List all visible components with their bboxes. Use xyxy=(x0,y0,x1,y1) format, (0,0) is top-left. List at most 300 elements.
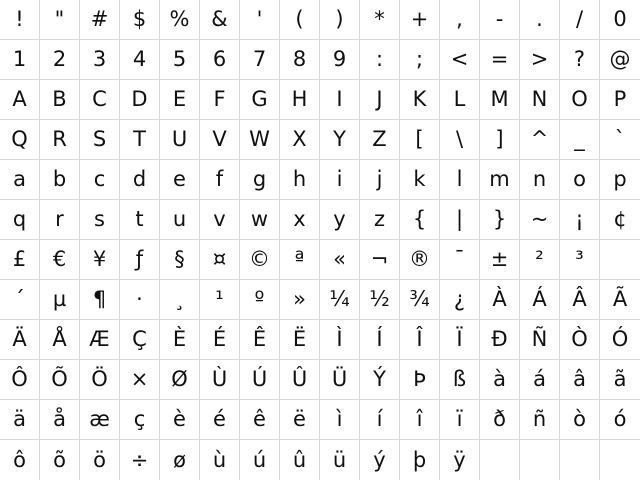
glyph-character: ¬ xyxy=(370,247,389,271)
glyph-cell[interactable] xyxy=(240,360,280,400)
glyph-character: ñ xyxy=(532,407,547,431)
glyph-cell[interactable] xyxy=(440,400,480,440)
glyph-character: Ø xyxy=(171,367,188,391)
glyph-character: ø xyxy=(173,447,186,472)
glyph-cell[interactable] xyxy=(520,280,560,320)
glyph-cell[interactable] xyxy=(120,240,160,280)
glyph-character: o xyxy=(573,167,586,191)
glyph-cell[interactable] xyxy=(160,240,200,280)
glyph-cell[interactable] xyxy=(520,80,560,120)
glyph-character: ª xyxy=(294,247,305,271)
glyph-cell[interactable] xyxy=(280,0,320,40)
glyph-cell[interactable] xyxy=(520,240,560,280)
glyph-cell[interactable] xyxy=(40,360,80,400)
glyph-character: ê xyxy=(253,407,266,431)
glyph-cell[interactable] xyxy=(280,280,320,320)
glyph-character: § xyxy=(174,247,185,271)
glyph-cell[interactable] xyxy=(80,360,120,400)
glyph-character: 7 xyxy=(252,47,267,71)
glyph-cell[interactable] xyxy=(120,200,160,240)
glyph-cell[interactable] xyxy=(160,80,200,120)
glyph-cell[interactable] xyxy=(200,160,240,200)
glyph-cell[interactable] xyxy=(240,80,280,120)
glyph-cell[interactable] xyxy=(0,320,40,360)
glyph-cell[interactable] xyxy=(80,80,120,120)
glyph-cell[interactable] xyxy=(600,400,640,440)
glyph-cell[interactable] xyxy=(600,120,640,160)
glyph-cell[interactable] xyxy=(400,360,440,400)
glyph-cell[interactable] xyxy=(560,80,600,120)
glyph-character: ð xyxy=(493,407,506,431)
glyph-character: î xyxy=(416,407,423,431)
glyph-cell[interactable] xyxy=(80,200,120,240)
glyph-cell[interactable] xyxy=(360,320,400,360)
glyph-character: Ù xyxy=(211,367,228,391)
glyph-cell[interactable] xyxy=(440,320,480,360)
glyph-cell[interactable] xyxy=(560,400,600,440)
glyph-cell[interactable] xyxy=(400,400,440,440)
glyph-cell[interactable] xyxy=(480,320,520,360)
glyph-character: ü xyxy=(332,447,347,472)
glyph-character: < xyxy=(450,47,469,71)
glyph-character: ¼ xyxy=(329,287,350,311)
glyph-cell[interactable] xyxy=(520,400,560,440)
glyph-cell[interactable] xyxy=(240,120,280,160)
glyph-character: À xyxy=(492,287,507,311)
glyph-cell[interactable] xyxy=(400,280,440,320)
glyph-cell[interactable] xyxy=(240,280,280,320)
glyph-cell[interactable] xyxy=(280,200,320,240)
glyph-cell[interactable] xyxy=(320,80,360,120)
glyph-cell[interactable] xyxy=(160,320,200,360)
glyph-cell[interactable] xyxy=(600,0,640,40)
glyph-character: t xyxy=(135,207,144,231)
glyph-character: Å xyxy=(52,327,67,351)
glyph-character: a xyxy=(13,167,26,191)
glyph-cell[interactable] xyxy=(280,120,320,160)
glyph-cell[interactable] xyxy=(480,0,520,40)
glyph-character: £ xyxy=(12,247,27,271)
glyph-character: E xyxy=(172,87,187,111)
glyph-cell[interactable] xyxy=(400,40,440,80)
glyph-cell[interactable] xyxy=(200,80,240,120)
glyph-cell[interactable] xyxy=(400,440,440,480)
glyph-character: Ï xyxy=(456,327,463,351)
glyph-character: s xyxy=(94,207,105,231)
glyph-cell[interactable] xyxy=(360,0,400,40)
glyph-cell[interactable] xyxy=(600,280,640,320)
glyph-character: ² xyxy=(535,247,544,271)
glyph-character: 4 xyxy=(132,47,147,71)
glyph-cell[interactable] xyxy=(0,280,40,320)
glyph-cell[interactable] xyxy=(280,440,320,480)
glyph-cell[interactable] xyxy=(360,360,400,400)
glyph-character: ! xyxy=(15,7,24,31)
glyph-character: | xyxy=(455,207,464,231)
glyph-cell[interactable] xyxy=(560,360,600,400)
glyph-cell[interactable] xyxy=(400,320,440,360)
glyph-cell[interactable] xyxy=(40,240,80,280)
glyph-character: ) xyxy=(335,7,344,31)
glyph-character: W xyxy=(249,127,270,151)
glyph-cell[interactable] xyxy=(320,440,360,480)
glyph-cell[interactable] xyxy=(320,0,360,40)
glyph-character: Ó xyxy=(611,327,629,351)
glyph-cell[interactable] xyxy=(40,80,80,120)
glyph-character: { xyxy=(412,207,427,231)
glyph-cell[interactable] xyxy=(400,120,440,160)
glyph-character: ~ xyxy=(530,207,549,231)
glyph-character: M xyxy=(490,87,509,111)
glyph-cell[interactable] xyxy=(120,120,160,160)
glyph-character: 8 xyxy=(292,47,307,71)
glyph-cell[interactable] xyxy=(200,320,240,360)
glyph-character: = xyxy=(490,47,509,71)
glyph-character: p xyxy=(613,167,627,191)
glyph-cell[interactable] xyxy=(560,320,600,360)
glyph-cell[interactable] xyxy=(400,80,440,120)
glyph-cell[interactable] xyxy=(560,160,600,200)
glyph-cell[interactable] xyxy=(240,200,280,240)
glyph-character: d xyxy=(132,167,147,191)
glyph-cell[interactable] xyxy=(480,280,520,320)
glyph-cell[interactable] xyxy=(360,240,400,280)
glyph-cell[interactable] xyxy=(520,320,560,360)
glyph-character: j xyxy=(376,167,383,191)
glyph-cell[interactable] xyxy=(40,0,80,40)
glyph-cell[interactable] xyxy=(160,40,200,80)
glyph-character: ó xyxy=(613,407,627,431)
glyph-cell[interactable] xyxy=(40,440,80,480)
glyph-cell[interactable] xyxy=(480,200,520,240)
glyph-cell[interactable] xyxy=(200,120,240,160)
glyph-cell[interactable] xyxy=(360,40,400,80)
glyph-character: á xyxy=(533,367,546,391)
glyph-cell[interactable] xyxy=(600,360,640,400)
glyph-cell[interactable] xyxy=(560,280,600,320)
glyph-cell[interactable] xyxy=(560,0,600,40)
glyph-cell[interactable] xyxy=(400,240,440,280)
glyph-cell[interactable] xyxy=(560,440,600,480)
glyph-cell[interactable] xyxy=(440,280,480,320)
glyph-character: / xyxy=(575,7,584,31)
glyph-cell[interactable] xyxy=(320,320,360,360)
glyph-cell[interactable] xyxy=(0,40,40,80)
glyph-cell[interactable] xyxy=(200,240,240,280)
glyph-cell[interactable] xyxy=(200,400,240,440)
glyph-character: ' xyxy=(256,7,263,31)
glyph-cell[interactable] xyxy=(0,440,40,480)
glyph-cell[interactable] xyxy=(80,40,120,80)
glyph-cell[interactable] xyxy=(280,80,320,120)
glyph-cell[interactable] xyxy=(480,80,520,120)
glyph-character: + xyxy=(410,7,429,31)
glyph-cell[interactable] xyxy=(120,360,160,400)
glyph-cell[interactable] xyxy=(240,40,280,80)
glyph-character: Y xyxy=(333,127,346,151)
glyph-character: , xyxy=(456,7,463,31)
glyph-cell[interactable] xyxy=(80,0,120,40)
glyph-character: K xyxy=(412,87,427,111)
glyph-cell[interactable] xyxy=(600,240,640,280)
glyph-character: k xyxy=(413,167,426,191)
glyph-character: m xyxy=(489,167,510,191)
glyph-character: w xyxy=(250,207,269,231)
glyph-character: ^ xyxy=(530,127,549,151)
glyph-character: ¸ xyxy=(174,287,185,311)
glyph-cell[interactable] xyxy=(440,40,480,80)
glyph-cell[interactable] xyxy=(120,440,160,480)
glyph-cell[interactable] xyxy=(240,440,280,480)
glyph-cell[interactable] xyxy=(400,200,440,240)
glyph-character: 1 xyxy=(12,47,27,71)
glyph-cell[interactable] xyxy=(480,240,520,280)
glyph-cell[interactable] xyxy=(200,360,240,400)
glyph-cell[interactable] xyxy=(80,400,120,440)
glyph-character: ¹ xyxy=(215,287,224,311)
glyph-cell[interactable] xyxy=(40,320,80,360)
glyph-character: ò xyxy=(573,407,586,431)
glyph-cell[interactable] xyxy=(600,40,640,80)
glyph-cell[interactable] xyxy=(520,200,560,240)
glyph-character: # xyxy=(90,7,109,31)
glyph-cell[interactable] xyxy=(0,200,40,240)
glyph-cell[interactable] xyxy=(560,200,600,240)
glyph-cell[interactable] xyxy=(520,40,560,80)
glyph-character: T xyxy=(133,127,146,151)
glyph-cell[interactable] xyxy=(40,120,80,160)
glyph-cell[interactable] xyxy=(480,160,520,200)
glyph-cell[interactable] xyxy=(600,320,640,360)
glyph-cell[interactable] xyxy=(40,400,80,440)
glyph-character: â xyxy=(573,367,586,391)
glyph-cell[interactable] xyxy=(80,320,120,360)
glyph-cell[interactable] xyxy=(120,0,160,40)
glyph-character: € xyxy=(52,247,67,271)
glyph-character: O xyxy=(571,87,588,111)
glyph-cell[interactable] xyxy=(440,120,480,160)
glyph-character: Ã xyxy=(612,287,628,311)
glyph-cell[interactable] xyxy=(240,400,280,440)
glyph-cell[interactable] xyxy=(120,400,160,440)
glyph-character: 5 xyxy=(172,47,187,71)
glyph-character: L xyxy=(453,87,466,111)
glyph-character: % xyxy=(169,7,190,31)
glyph-cell[interactable] xyxy=(320,240,360,280)
glyph-character: R xyxy=(52,127,67,151)
glyph-character: U xyxy=(171,127,188,151)
glyph-cell[interactable] xyxy=(360,120,400,160)
glyph-cell[interactable] xyxy=(80,120,120,160)
glyph-character: C xyxy=(92,87,107,111)
glyph-character: « xyxy=(333,247,346,271)
glyph-cell[interactable] xyxy=(520,0,560,40)
glyph-cell[interactable] xyxy=(600,80,640,120)
glyph-cell[interactable] xyxy=(120,40,160,80)
glyph-character: b xyxy=(52,167,67,191)
glyph-cell[interactable] xyxy=(120,320,160,360)
glyph-character: í xyxy=(376,407,383,431)
glyph-cell[interactable] xyxy=(120,280,160,320)
glyph-character: Ê xyxy=(252,327,267,351)
glyph-cell[interactable] xyxy=(320,280,360,320)
glyph-cell[interactable] xyxy=(120,160,160,200)
glyph-cell[interactable] xyxy=(480,440,520,480)
glyph-character: ´ xyxy=(14,287,25,311)
glyph-character: Þ xyxy=(413,367,426,391)
glyph-character: q xyxy=(12,207,27,231)
glyph-character: ¿ xyxy=(453,287,466,311)
glyph-cell[interactable] xyxy=(200,0,240,40)
glyph-character: f xyxy=(215,167,224,191)
glyph-cell[interactable] xyxy=(520,160,560,200)
glyph-cell[interactable] xyxy=(280,400,320,440)
glyph-cell[interactable] xyxy=(200,280,240,320)
glyph-character: ÷ xyxy=(130,447,149,472)
glyph-cell[interactable] xyxy=(280,40,320,80)
glyph-character: ® xyxy=(409,247,430,271)
glyph-character: ß xyxy=(452,367,467,391)
glyph-character: ƒ xyxy=(135,247,144,271)
glyph-cell[interactable] xyxy=(480,40,520,80)
glyph-cell[interactable] xyxy=(160,120,200,160)
glyph-cell[interactable] xyxy=(0,120,40,160)
glyph-cell[interactable] xyxy=(80,280,120,320)
glyph-cell[interactable] xyxy=(560,120,600,160)
glyph-cell[interactable] xyxy=(200,200,240,240)
glyph-cell[interactable] xyxy=(160,440,200,480)
glyph-character: Z xyxy=(372,127,387,151)
glyph-character: µ xyxy=(52,287,67,311)
glyph-cell[interactable] xyxy=(200,440,240,480)
glyph-cell[interactable] xyxy=(40,40,80,80)
glyph-cell[interactable] xyxy=(0,160,40,200)
glyph-cell[interactable] xyxy=(280,360,320,400)
glyph-cell[interactable] xyxy=(440,360,480,400)
glyph-cell[interactable] xyxy=(360,160,400,200)
glyph-character: © xyxy=(249,247,270,271)
glyph-character: Ò xyxy=(571,327,588,351)
glyph-cell[interactable] xyxy=(480,360,520,400)
glyph-character: } xyxy=(492,207,507,231)
glyph-cell[interactable] xyxy=(440,440,480,480)
glyph-cell[interactable] xyxy=(160,0,200,40)
glyph-cell[interactable] xyxy=(400,0,440,40)
glyph-cell[interactable] xyxy=(160,360,200,400)
glyph-character: Ô xyxy=(11,367,28,391)
glyph-character: Î xyxy=(416,327,423,351)
glyph-cell[interactable] xyxy=(0,400,40,440)
glyph-character: & xyxy=(211,7,228,31)
glyph-character: u xyxy=(172,207,187,231)
glyph-cell[interactable] xyxy=(480,400,520,440)
glyph-cell[interactable] xyxy=(360,280,400,320)
glyph-cell[interactable] xyxy=(320,200,360,240)
glyph-cell[interactable] xyxy=(240,160,280,200)
glyph-cell[interactable] xyxy=(120,80,160,120)
glyph-cell[interactable] xyxy=(360,400,400,440)
glyph-cell[interactable] xyxy=(40,200,80,240)
glyph-cell[interactable] xyxy=(0,80,40,120)
glyph-cell[interactable] xyxy=(160,200,200,240)
glyph-cell[interactable] xyxy=(200,40,240,80)
glyph-cell[interactable] xyxy=(280,160,320,200)
glyph-character: H xyxy=(291,87,308,111)
glyph-cell[interactable] xyxy=(440,160,480,200)
glyph-cell[interactable] xyxy=(240,240,280,280)
glyph-cell[interactable] xyxy=(400,160,440,200)
glyph-cell[interactable] xyxy=(520,120,560,160)
glyph-cell[interactable] xyxy=(600,160,640,200)
glyph-cell[interactable] xyxy=(440,80,480,120)
glyph-cell[interactable] xyxy=(440,200,480,240)
glyph-character: Ü xyxy=(331,367,348,391)
glyph-character: G xyxy=(251,87,268,111)
glyph-cell[interactable] xyxy=(0,0,40,40)
glyph-cell[interactable] xyxy=(560,240,600,280)
glyph-cell[interactable] xyxy=(160,160,200,200)
glyph-character: h xyxy=(292,167,307,191)
glyph-cell[interactable] xyxy=(360,80,400,120)
glyph-character: ë xyxy=(293,407,306,431)
glyph-cell[interactable] xyxy=(360,200,400,240)
glyph-cell[interactable] xyxy=(480,120,520,160)
glyph-character: Æ xyxy=(89,327,110,351)
glyph-cell[interactable] xyxy=(440,0,480,40)
glyph-cell[interactable] xyxy=(600,200,640,240)
glyph-cell[interactable] xyxy=(0,360,40,400)
glyph-cell[interactable] xyxy=(600,440,640,480)
glyph-character: S xyxy=(92,127,107,151)
glyph-cell[interactable] xyxy=(160,280,200,320)
glyph-character: Ý xyxy=(373,367,386,391)
glyph-character: J xyxy=(376,87,383,111)
glyph-cell[interactable] xyxy=(360,440,400,480)
glyph-cell[interactable] xyxy=(40,160,80,200)
glyph-character: V xyxy=(212,127,227,151)
glyph-cell[interactable] xyxy=(320,40,360,80)
glyph-cell[interactable] xyxy=(80,440,120,480)
glyph-cell[interactable] xyxy=(280,240,320,280)
glyph-character: º xyxy=(254,287,265,311)
glyph-cell[interactable] xyxy=(440,240,480,280)
glyph-cell[interactable] xyxy=(520,440,560,480)
glyph-cell[interactable] xyxy=(80,240,120,280)
glyph-cell[interactable] xyxy=(320,160,360,200)
glyph-cell[interactable] xyxy=(320,400,360,440)
glyph-cell[interactable] xyxy=(280,320,320,360)
glyph-cell[interactable] xyxy=(160,400,200,440)
glyph-cell[interactable] xyxy=(40,280,80,320)
glyph-cell[interactable] xyxy=(320,360,360,400)
glyph-cell[interactable] xyxy=(520,360,560,400)
glyph-cell[interactable] xyxy=(320,120,360,160)
glyph-character: þ xyxy=(412,447,427,472)
glyph-character: - xyxy=(495,7,504,31)
glyph-character: @ xyxy=(609,47,631,71)
glyph-character: ? xyxy=(573,47,586,71)
glyph-character: n xyxy=(532,167,547,191)
glyph-cell[interactable] xyxy=(80,160,120,200)
glyph-cell[interactable] xyxy=(560,40,600,80)
glyph-cell[interactable] xyxy=(240,0,280,40)
glyph-character: ( xyxy=(295,7,304,31)
glyph-cell[interactable] xyxy=(0,240,40,280)
glyph-character: Ð xyxy=(491,327,508,351)
glyph-character: × xyxy=(130,367,149,391)
glyph-cell[interactable] xyxy=(240,320,280,360)
glyph-character: g xyxy=(252,167,267,191)
